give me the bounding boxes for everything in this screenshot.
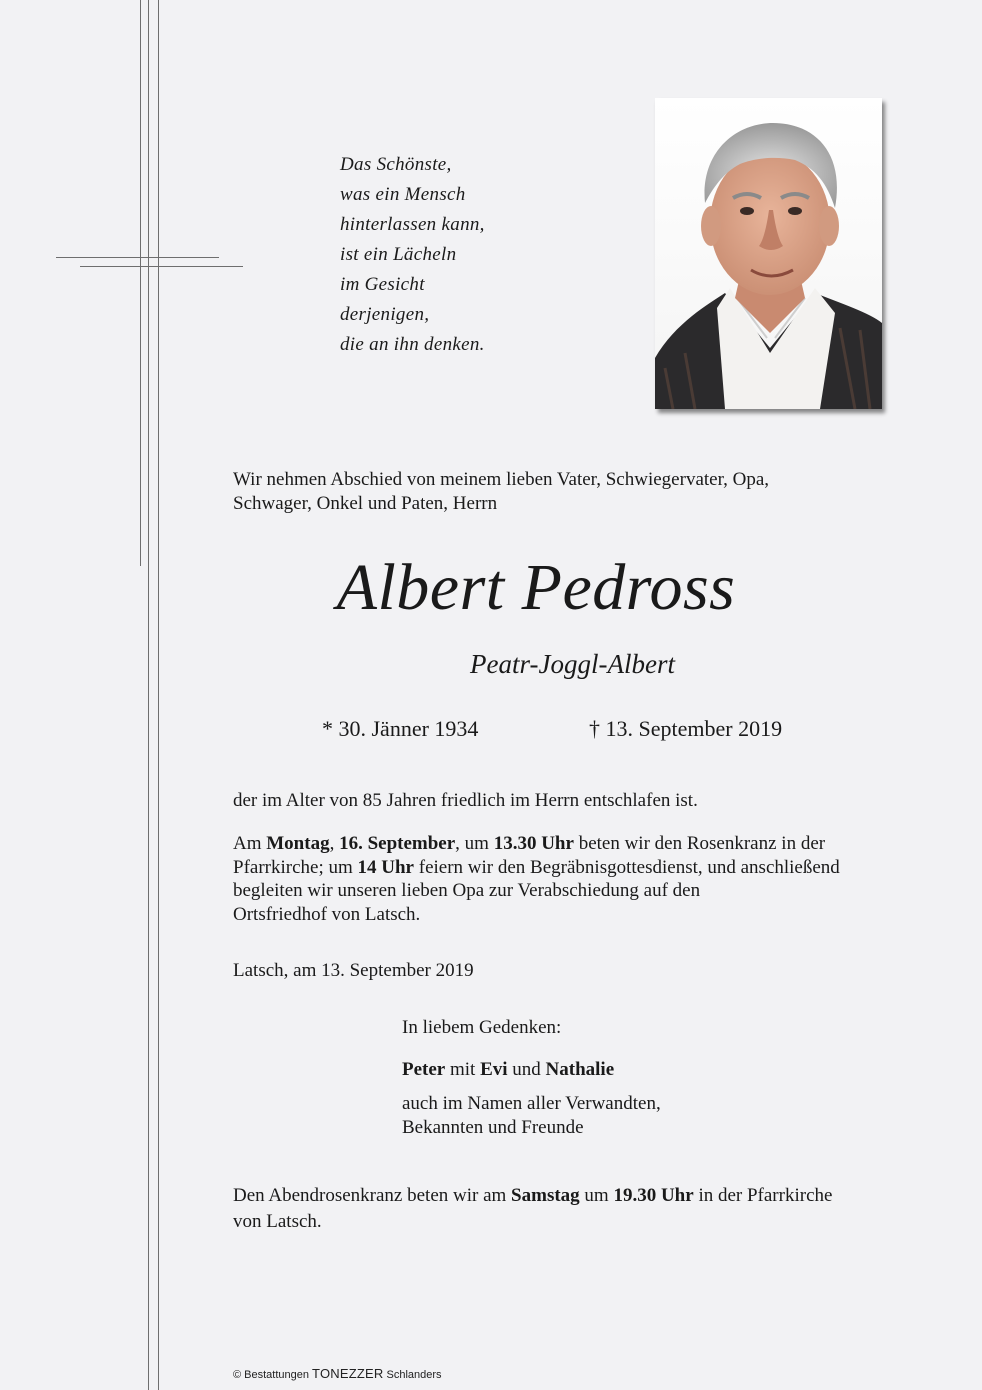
age-text: der im Alter von 85 Jahren friedlich im Herrn entschlafen ist. [233, 790, 698, 811]
funeral-line-4: Ortsfriedhof von Latsch. [233, 903, 421, 925]
rosary-day: Samstag [511, 1185, 580, 1206]
death-date: † 13. September 2019 [589, 716, 783, 741]
footer-brand: TONEZZER [312, 1366, 384, 1381]
quote-line: was ein Mensch [340, 184, 466, 205]
mourners-names [402, 1057, 614, 1082]
memory-line-1: auch im Namen aller Verwandten, [402, 1093, 661, 1114]
place-date: Latsch, am 13. September 2019 [233, 960, 474, 981]
mourner-name: Nathalie [545, 1059, 615, 1080]
funeral-line-2 [233, 856, 840, 880]
funeral-line-1 [233, 832, 840, 856]
funeral-date: 16. September [339, 833, 456, 854]
footer-suffix: Schlanders [383, 1369, 442, 1381]
text-fragment: Am [233, 833, 267, 854]
quote-line: die an ihn denken. [340, 334, 485, 355]
portrait-illustration [655, 98, 882, 409]
mourner-name: Evi [480, 1059, 508, 1080]
rosary-line-2: von Latsch. [233, 1211, 322, 1232]
text-fragment: , [329, 833, 340, 854]
cross-vertical-top [158, 165, 159, 257]
quote-line: ist ein Lächeln [340, 244, 457, 265]
birth-date: * 30. Jänner 1934 [322, 716, 479, 741]
footer-prefix: © Bestattungen [233, 1369, 313, 1381]
mourner-name: Peter [402, 1059, 446, 1080]
text-fragment: und [507, 1059, 546, 1080]
text-fragment: mit [445, 1059, 481, 1080]
memory-heading: In liebem Gedenken: [402, 1017, 562, 1038]
quote-line: derjenigen, [340, 304, 430, 325]
funeral-info [233, 832, 840, 926]
funeral-day: Montag [266, 833, 330, 854]
service-time: 14 Uhr [357, 856, 414, 878]
cross-vertical-main-left [148, 0, 149, 1390]
quote-line: hinterlassen kann, [340, 214, 485, 235]
footer-credit [233, 1366, 442, 1381]
rosary-evening-time: 19.30 Uhr [613, 1185, 694, 1206]
funeral-line-3: begleiten wir unseren lieben Opa zur Verabschiedung auf den [233, 880, 701, 901]
cross-vertical-long [140, 0, 141, 566]
text-fragment: um [579, 1185, 614, 1206]
text-fragment: Pfarrkirche; um [233, 856, 358, 878]
cross-horizontal-lower [80, 266, 243, 267]
text-fragment: in der Pfarrkirche [693, 1185, 833, 1206]
text-fragment: Den Abendrosenkranz beten wir am [233, 1185, 512, 1206]
intro-line-2: Schwager, Onkel und Paten, Herrn [233, 493, 498, 514]
deceased-name: Albert Pedross [336, 551, 736, 624]
quote-line: im Gesicht [340, 274, 425, 295]
text-fragment: beten wir den Rosenkranz in der [573, 833, 826, 854]
rosary-line-1 [233, 1183, 832, 1209]
portrait-photo [655, 98, 882, 409]
memorial-quote [340, 150, 485, 360]
quote-line: Das Schönste, [340, 154, 452, 175]
rosary-time: 13.30 Uhr [493, 833, 574, 854]
intro-line-1: Wir nehmen Abschied von meinem lieben Vater, Schwiegervater, Opa, [233, 469, 770, 490]
cross-horizontal-upper [56, 257, 219, 258]
text-fragment: , um [455, 833, 494, 854]
deceased-nickname: Peatr-Joggl-Albert [470, 649, 675, 679]
memory-line-2: Bekannten und Freunde [402, 1117, 584, 1138]
text-fragment: feiern wir den Begräbnisgottesdienst, und anschließend [414, 856, 840, 878]
rosary-note [233, 1183, 832, 1235]
